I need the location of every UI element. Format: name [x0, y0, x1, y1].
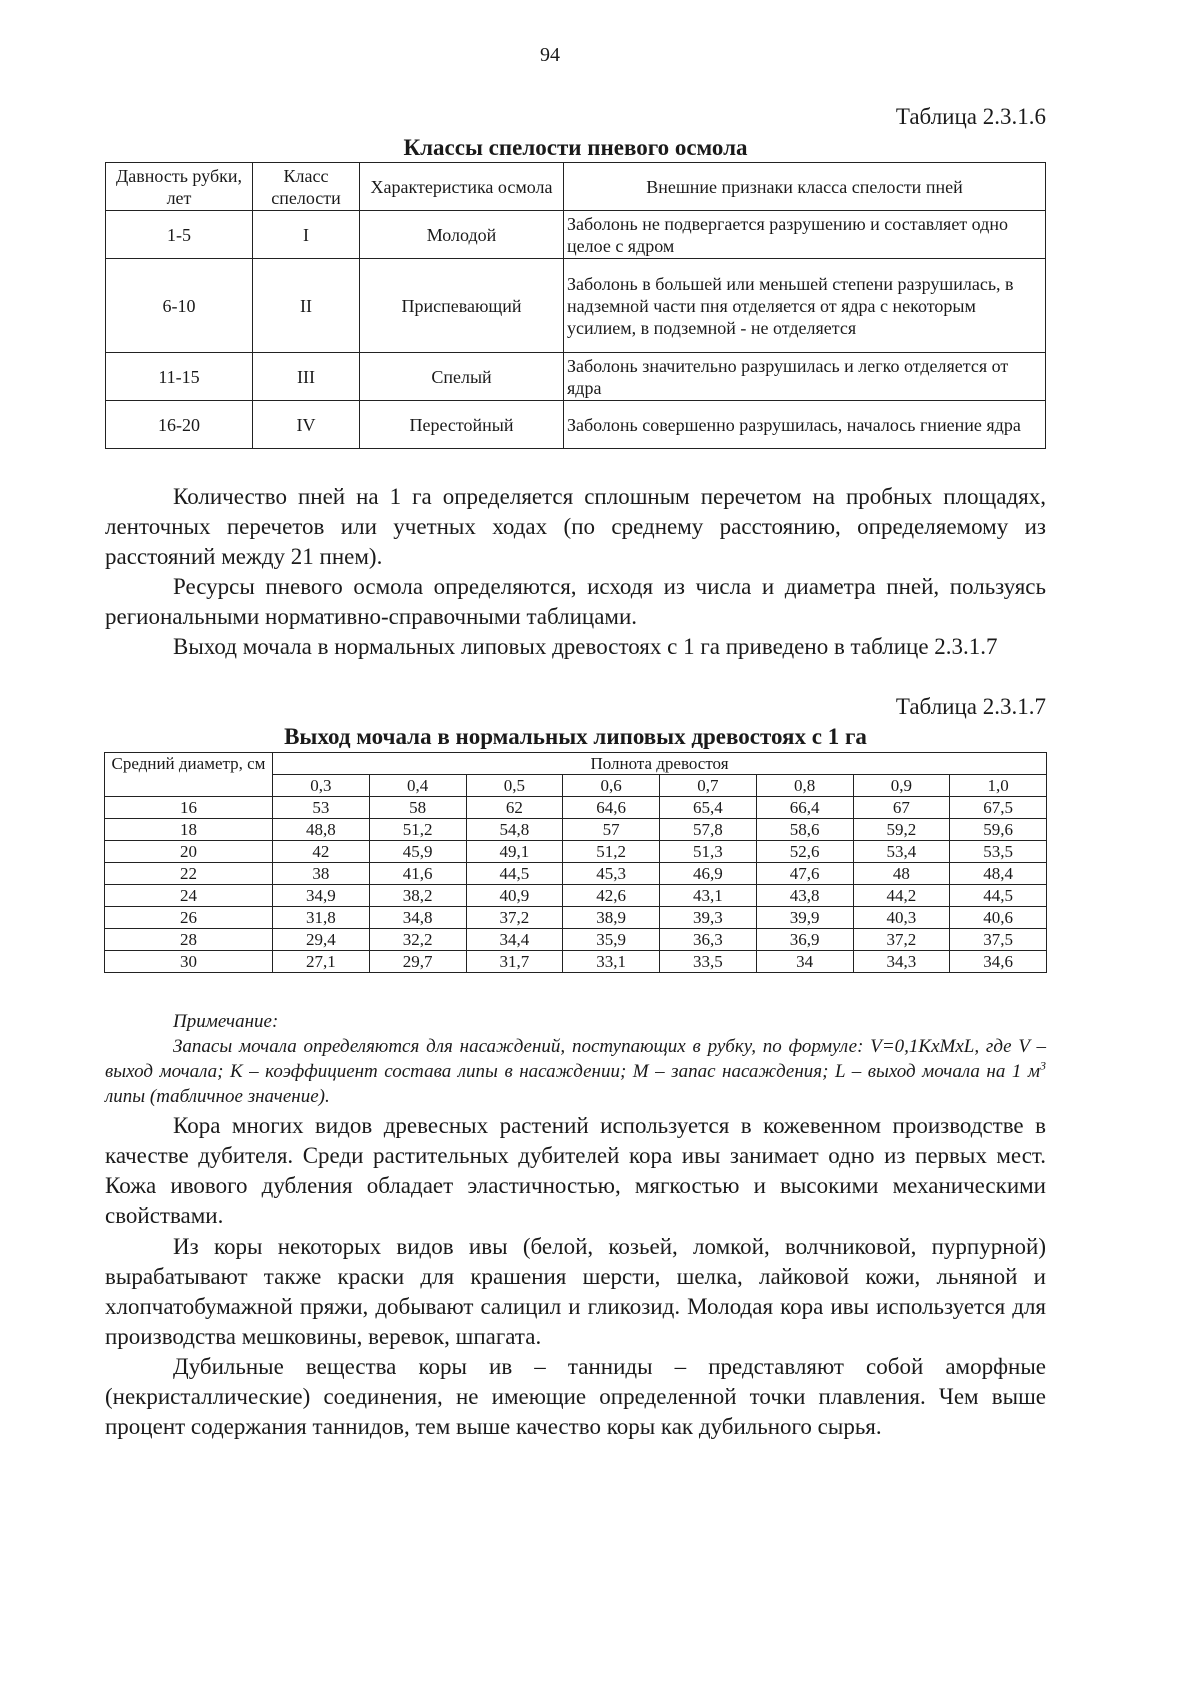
table-row: [106, 353, 1046, 401]
diameter-cell: 22: [105, 863, 273, 885]
table-cell: 29,7: [369, 951, 466, 973]
table-cell: Перестойный: [360, 401, 564, 449]
table-cell: Заболонь в большей или меньшей степени разрушилась, в надземной части пня отделяется от ядра с некоторым усилием, в подземной - не отделяется: [564, 259, 1046, 353]
table-header-row: [105, 775, 1047, 797]
table-row: [105, 819, 1047, 841]
group-header-cell: Полнота древостоя: [273, 753, 1047, 775]
table-cell: 42: [273, 841, 370, 863]
table-cell: 38,9: [563, 907, 660, 929]
table-cell: 51,2: [563, 841, 660, 863]
table-cell: 11-15: [106, 353, 253, 401]
table2-caption: Таблица 2.3.1.7: [895, 694, 1046, 719]
table1-caption: Таблица 2.3.1.6: [895, 104, 1046, 129]
header-cell: Класс спелости: [253, 163, 360, 211]
table-cell: Молодой: [360, 211, 564, 259]
table-row: [105, 863, 1047, 885]
table-cell: 45,3: [563, 863, 660, 885]
table-cell: 52,6: [756, 841, 853, 863]
table-cell: 46,9: [660, 863, 757, 885]
note-text-tail: липы (табличное значение).: [105, 1086, 330, 1107]
table-row: [106, 211, 1046, 259]
table-cell: 33,5: [660, 951, 757, 973]
table-cell: 59,6: [950, 819, 1047, 841]
table-cell: 47,6: [756, 863, 853, 885]
table-cell: 31,8: [273, 907, 370, 929]
table-cell: 58,6: [756, 819, 853, 841]
table-cell: 6-10: [106, 259, 253, 353]
table-cell: III: [253, 353, 360, 401]
column-header-cell: 0,9: [853, 775, 950, 797]
table-cell: 33,1: [563, 951, 660, 973]
table-cell: 38,2: [369, 885, 466, 907]
table-cell: 51,3: [660, 841, 757, 863]
table-cell: 36,9: [756, 929, 853, 951]
table-cell: 43,8: [756, 885, 853, 907]
table-row: [105, 929, 1047, 951]
table-cell: 40,6: [950, 907, 1047, 929]
diameter-cell: 30: [105, 951, 273, 973]
diameter-cell: 28: [105, 929, 273, 951]
diameter-cell: 24: [105, 885, 273, 907]
column-header-cell: 0,3: [273, 775, 370, 797]
table-cell: 37,2: [853, 929, 950, 951]
table-cell: 34,3: [853, 951, 950, 973]
column-header-cell: 1,0: [950, 775, 1047, 797]
table-cell: 41,6: [369, 863, 466, 885]
table-cell: Спелый: [360, 353, 564, 401]
table-cell: Заболонь значительно разрушилась и легко отделяется от ядра: [564, 353, 1046, 401]
table-header-row: [106, 163, 1046, 211]
table-cell: 38: [273, 863, 370, 885]
table-cell: 65,4: [660, 797, 757, 819]
note-text: [105, 1034, 1046, 1109]
table-row: [105, 841, 1047, 863]
table-cell: 67,5: [950, 797, 1047, 819]
table-cell: I: [253, 211, 360, 259]
table-row: [105, 907, 1047, 929]
table-cell: 49,1: [466, 841, 563, 863]
table-row: [105, 951, 1047, 973]
table-cell: 53,5: [950, 841, 1047, 863]
paragraph-bark-tanning: Кора многих видов древесных растений используется в кожевенном производстве в качестве дубителя. Среди растительных дубителей кора ивы занимает одно из первых мест. Кожа ивового дубления обладает эластичностью, мягкостью и высокими механическими свойствами.: [105, 1113, 1046, 1228]
column-header-cell: 0,4: [369, 775, 466, 797]
header-cell: Характеристика осмола: [360, 163, 564, 211]
table-cell: 37,2: [466, 907, 563, 929]
table-cell: 34,8: [369, 907, 466, 929]
diameter-cell: 20: [105, 841, 273, 863]
table-row: [106, 401, 1046, 449]
table-cell: 67: [853, 797, 950, 819]
bast-yield-table: [104, 752, 1047, 973]
paragraph-stumps-count: Количество пней на 1 га определяется сплошным перечетом на пробных площадях, ленточных перечетов или учетных ходах (по среднему расстоянию, определяемому из расстояний между 21 пнем).: [105, 484, 1046, 569]
table-cell: 44,2: [853, 885, 950, 907]
column-header-cell: 0,5: [466, 775, 563, 797]
table-cell: 16-20: [106, 401, 253, 449]
header-cell: Внешние признаки класса спелости пней: [564, 163, 1046, 211]
table-cell: 34,4: [466, 929, 563, 951]
table-cell: 57: [563, 819, 660, 841]
table-cell: 44,5: [950, 885, 1047, 907]
table-cell: 45,9: [369, 841, 466, 863]
table-row: [106, 259, 1046, 353]
table-cell: 51,2: [369, 819, 466, 841]
table-row: [105, 885, 1047, 907]
table-cell: 34,6: [950, 951, 1047, 973]
ripeness-classes-table: [105, 162, 1046, 449]
row-header-cell: [105, 775, 273, 797]
table-row: [105, 797, 1047, 819]
table-cell: 53: [273, 797, 370, 819]
table-cell: 35,9: [563, 929, 660, 951]
table-cell: 39,9: [756, 907, 853, 929]
table-cell: 44,5: [466, 863, 563, 885]
table-cell: 57,8: [660, 819, 757, 841]
table-cell: 27,1: [273, 951, 370, 973]
header-cell: Давность рубки, лет: [106, 163, 253, 211]
table-cell: 58: [369, 797, 466, 819]
table-cell: Приспевающий: [360, 259, 564, 353]
table-cell: 59,2: [853, 819, 950, 841]
page-number: 94: [540, 44, 560, 66]
table-cell: 40,9: [466, 885, 563, 907]
diameter-cell: 16: [105, 797, 273, 819]
table-cell: 34: [756, 951, 853, 973]
bast-yield-table-body: [105, 797, 1047, 973]
table-cell: 62: [466, 797, 563, 819]
paragraph-tannins: Дубильные вещества коры ив – танниды – представляют собой аморфные (некристаллические) соединения, не имеющие определенной точки плавления. Чем выше процент содержания таннидов, тем выше качество коры как дубильного сырья.: [105, 1354, 1046, 1439]
table-cell: 31,7: [466, 951, 563, 973]
table-cell: 48,4: [950, 863, 1047, 885]
table-cell: 40,3: [853, 907, 950, 929]
diameter-cell: 26: [105, 907, 273, 929]
note-text-main: Запасы мочала определяются для насаждений, поступающих в рубку, по формуле: V=0,1KxMxL, где V – выход мочала; К – коэффициент состава липы в насаждении; М – запас насаждения; L – выход мочала на 1 м: [105, 1036, 1046, 1082]
table-cell: 29,4: [273, 929, 370, 951]
table-cell: 34,9: [273, 885, 370, 907]
paragraph-resin-resources: Ресурсы пневого осмола определяются, исходя из числа и диаметра пней, пользуясь региональными нормативно-справочными таблицами.: [105, 574, 1046, 629]
table-cell: Заболонь совершенно разрушилась, началось гниение ядра: [564, 401, 1046, 449]
table-cell: 36,3: [660, 929, 757, 951]
table-cell: 39,3: [660, 907, 757, 929]
row-header-cell: [105, 753, 273, 775]
column-header-cell: 0,8: [756, 775, 853, 797]
table1-title: Классы спелости пневого осмола: [403, 135, 748, 160]
table-cell: 43,1: [660, 885, 757, 907]
table-cell: IV: [253, 401, 360, 449]
table-cell: 48: [853, 863, 950, 885]
paragraph-bast-yield: Выход мочала в нормальных липовых древостоях с 1 га приведено в таблице 2.3.1.7: [173, 634, 998, 659]
table-cell: Заболонь не подвергается разрушению и составляет одно целое с ядром: [564, 211, 1046, 259]
table-cell: 54,8: [466, 819, 563, 841]
table-cell: 64,6: [563, 797, 660, 819]
row-header-text: Средний диаметр, см: [111, 754, 266, 774]
column-header-cell: 0,6: [563, 775, 660, 797]
table2-title: Выход мочала в нормальных липовых древостоях с 1 га: [284, 724, 867, 749]
note-label: Примечание:: [173, 1011, 279, 1032]
table-cell: 37,5: [950, 929, 1047, 951]
table-cell: 42,6: [563, 885, 660, 907]
column-header-cell: 0,7: [660, 775, 757, 797]
note-superscript: 3: [1040, 1058, 1046, 1073]
table-cell: 53,4: [853, 841, 950, 863]
table-cell: 48,8: [273, 819, 370, 841]
table-cell: 1-5: [106, 211, 253, 259]
paragraph-willow-bark-uses: Из коры некоторых видов ивы (белой, козьей, ломкой, волчниковой, пурпурной) вырабатывают также краски для крашения шерсти, шелка, лайковой кожи, льняной и хлопчатобумажной пряжи, добывают салицил и гликозид. Молодая кора ивы используется для производства мешковины, веревок, шпагата.: [105, 1234, 1046, 1349]
table-cell: 66,4: [756, 797, 853, 819]
table-cell: II: [253, 259, 360, 353]
table-header-row: [105, 753, 1047, 775]
diameter-cell: 18: [105, 819, 273, 841]
table-cell: 32,2: [369, 929, 466, 951]
